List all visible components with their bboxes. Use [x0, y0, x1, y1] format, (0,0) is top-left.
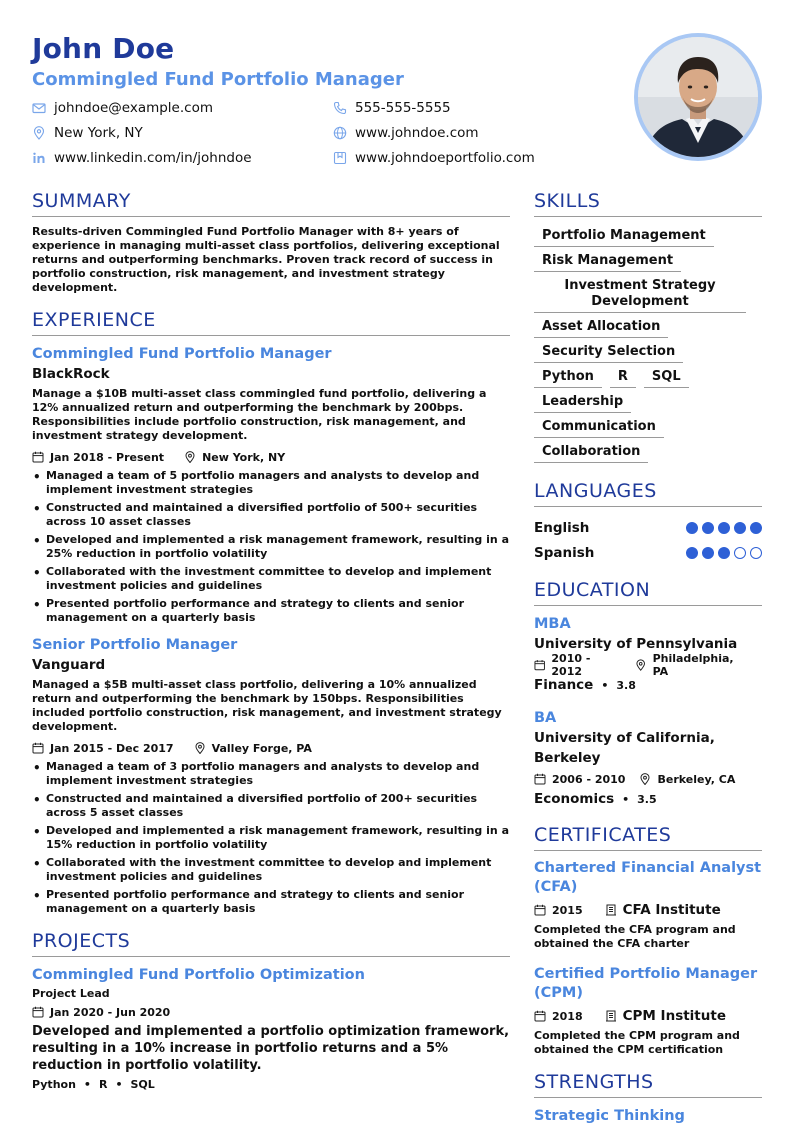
location-pin-icon — [639, 773, 651, 785]
education-item — [534, 708, 762, 810]
field-of-study: Economics — [534, 791, 615, 807]
avatar — [638, 37, 758, 157]
separator-dot: • — [115, 1078, 123, 1091]
skill-tag: Leadership — [534, 391, 631, 413]
skill-tag: Communication — [534, 416, 664, 438]
list-item: • Collaborated with the investment committee to develop and implement investment policies and guidelines — [32, 565, 510, 593]
tech-item: Python — [32, 1078, 76, 1091]
languages-section — [534, 480, 762, 565]
job-title: Commingled Fund Portfolio Manager — [32, 346, 332, 362]
education-field — [534, 789, 762, 810]
contact-email[interactable] — [32, 98, 213, 118]
list-item: • Developed and implemented a risk management framework, resulting in a 25% reduction in portfolio volatility — [32, 533, 510, 561]
job-title: Senior Portfolio Manager — [32, 637, 238, 653]
tech-item: R — [98, 1078, 108, 1091]
job-dates: Jan 2015 - Dec 2017 — [50, 741, 174, 755]
contact-portfolio[interactable] — [333, 148, 535, 168]
list-item: • Presented portfolio performance and strategy to clients and senior management on a quarterly basis — [32, 597, 510, 625]
level-dot — [718, 522, 730, 534]
certificate-meta — [534, 1007, 762, 1025]
company-name: Vanguard — [32, 657, 106, 673]
education-dates: 2006 - 2010 — [552, 772, 626, 786]
list-item: • Constructed and maintained a diversified portfolio of 500+ securities across 10 asset classes — [32, 501, 510, 529]
email-text: johndoe@example.com — [54, 100, 213, 116]
level-dot — [734, 522, 746, 534]
candidate-name: John Doe — [32, 32, 175, 65]
list-item: • Developed and implemented a risk management framework, resulting in a 15% reduction in portfolio volatility — [32, 824, 510, 852]
list-item: • Presented portfolio performance and strategy to clients and senior management on a quarterly basis — [32, 888, 510, 916]
project-title: Commingled Fund Portfolio Optimization — [32, 967, 365, 983]
summary-text: Results-driven Commingled Fund Portfolio Manager with 8+ years of experience in managing multi-asset class portfolios, delivering exceptional returns and outperforming benchmarks. Proven track record of success in portfolio construction, risk management, and investment strategy development. — [32, 225, 500, 294]
education-item — [534, 614, 762, 696]
skill-tag: Security Selection — [534, 341, 683, 363]
education-location: Philadelphia, PA — [652, 652, 734, 678]
calendar-icon — [32, 451, 44, 463]
job-description: Managed a $5B multi-asset class portfolio, delivering a 10% annualized return and outperforming the benchmark by 150bps. Responsibilities included portfolio construction, risk management, and investment strategy development. — [32, 678, 502, 733]
linkedin-text: www.linkedin.com/in/johndoe — [54, 150, 252, 166]
education-field — [534, 675, 762, 696]
project-description: Developed and implemented a portfolio optimization framework, resulting in a 10% increase in portfolio returns and a 5% reduction in portfolio volatility. — [32, 1024, 510, 1073]
profile-photo-frame — [634, 33, 762, 161]
degree: MBA — [534, 616, 571, 632]
skill-tag: Risk Management — [534, 250, 681, 272]
degree: BA — [534, 710, 557, 726]
job-dates: Jan 2018 - Present — [50, 450, 165, 464]
job-description: Manage a $10B multi-asset class commingled fund portfolio, delivering a 12% annualized return and outperforming the benchmark by 200bps. Responsibilities include portfolio construction, risk management, and investment strategy development. — [32, 387, 487, 442]
certificates-section — [534, 824, 762, 1057]
certificate-meta — [534, 901, 762, 919]
project-role: Project Lead — [32, 987, 110, 1000]
level-dot — [686, 547, 698, 559]
calendar-icon — [32, 742, 44, 754]
certificate-description: Completed the CFA program and obtained the CFA charter — [534, 923, 736, 950]
skill-tag: SQL — [644, 366, 689, 388]
contact-linkedin[interactable] — [32, 148, 252, 168]
location-pin-icon — [194, 742, 206, 754]
skill-tag: Asset Allocation — [534, 316, 668, 338]
calendar-icon — [534, 773, 546, 785]
list-item: • Collaborated with the investment committee to develop and implement investment policies and guidelines — [32, 856, 510, 884]
job-bullets — [32, 469, 510, 625]
certificate-description: Completed the CPM program and obtained the CPM certification — [534, 1029, 740, 1056]
skill-tag: Python — [534, 366, 602, 388]
level-dot — [702, 547, 714, 559]
contact-phone[interactable] — [333, 98, 451, 118]
right-column — [534, 190, 762, 1123]
skills-list — [534, 225, 762, 466]
skill-tag: Collaboration — [534, 441, 648, 463]
tech-item: SQL — [130, 1078, 155, 1091]
job-meta — [32, 449, 510, 465]
resume-header — [32, 30, 622, 178]
language-level-spanish — [682, 547, 762, 559]
certificate-item — [534, 859, 762, 951]
candidate-title: Commingled Fund Portfolio Manager — [32, 69, 404, 90]
strengths-section — [534, 1071, 762, 1123]
certificate-issuer: CFA Institute — [622, 902, 721, 918]
calendar-icon — [534, 1010, 546, 1022]
portfolio-text: www.johndoeportfolio.com — [355, 150, 535, 166]
language-level-english — [682, 522, 762, 534]
website-text: www.johndoe.com — [355, 125, 479, 141]
phone-text: 555-555-5555 — [355, 100, 451, 116]
institution-icon — [605, 1010, 617, 1022]
school: University of California, Berkeley — [534, 730, 715, 766]
contact-location — [32, 123, 143, 143]
language-name: Spanish — [534, 544, 595, 561]
education-meta — [534, 771, 762, 787]
level-dot — [750, 522, 762, 534]
institution-icon — [605, 904, 617, 916]
section-title-education: EDUCATION — [534, 579, 762, 606]
language-row — [534, 515, 762, 540]
contact-list — [32, 98, 622, 178]
project-meta — [32, 1004, 510, 1020]
contact-website[interactable] — [333, 123, 479, 143]
education-meta — [534, 652, 762, 678]
location-pin-icon — [184, 451, 196, 463]
strength-item: Strategic Thinking — [534, 1108, 685, 1123]
field-of-study: Finance — [534, 677, 594, 693]
school: University of Pennsylvania — [534, 636, 738, 652]
phone-icon — [333, 101, 347, 115]
certificate-title: Certified Portfolio Manager (CPM) — [534, 966, 758, 1001]
company-name: BlackRock — [32, 366, 110, 382]
location-pin-icon — [32, 126, 46, 140]
list-item: • Managed a team of 5 portfolio managers and analysts to develop and implement investment strategies — [32, 469, 510, 497]
globe-icon — [333, 126, 347, 140]
skill-tag: Investment Strategy Development — [534, 275, 746, 313]
separator-dot: • — [83, 1078, 91, 1091]
level-dot — [702, 522, 714, 534]
project-dates: Jan 2020 - Jun 2020 — [50, 1005, 171, 1019]
project-tech-list — [32, 1078, 510, 1091]
job-meta — [32, 740, 510, 756]
job-location: New York, NY — [202, 450, 286, 464]
experience-section — [32, 309, 510, 916]
section-title-strengths: STRENGTHS — [534, 1071, 762, 1098]
summary-section — [32, 190, 510, 295]
location-text: New York, NY — [54, 125, 143, 141]
certificate-year: 2018 — [552, 1009, 583, 1023]
section-title-languages: LANGUAGES — [534, 480, 762, 507]
skills-section — [534, 190, 762, 466]
list-item: • Managed a team of 3 portfolio managers and analysts to develop and implement investment strategies — [32, 760, 510, 788]
mail-icon — [32, 101, 46, 115]
gpa: 3.8 — [616, 679, 636, 692]
job-bullets — [32, 760, 510, 916]
list-item: • Constructed and maintained a diversified portfolio of 200+ securities across 5 asset classes — [32, 792, 510, 820]
job-location: Valley Forge, PA — [211, 741, 312, 755]
experience-item — [32, 344, 510, 625]
section-title-projects: PROJECTS — [32, 930, 510, 957]
skill-tag: R — [610, 366, 636, 388]
linkedin-icon — [32, 151, 46, 165]
experience-item — [32, 635, 510, 916]
education-location: Berkeley, CA — [657, 772, 736, 786]
gpa: 3.5 — [637, 793, 657, 806]
certificate-year: 2015 — [552, 903, 583, 917]
section-title-certificates: CERTIFICATES — [534, 824, 762, 851]
separator-dot: • — [622, 793, 630, 806]
level-dot — [750, 547, 762, 559]
profile-photo — [638, 37, 758, 157]
left-column — [32, 190, 510, 1105]
level-dot — [734, 547, 746, 559]
certificate-title: Chartered Financial Analyst (CFA) — [534, 860, 762, 895]
skill-tag: Portfolio Management — [534, 225, 714, 247]
calendar-icon — [534, 904, 546, 916]
level-dot — [718, 547, 730, 559]
education-dates: 2010 - 2012 — [551, 652, 591, 678]
certificate-issuer: CPM Institute — [622, 1008, 726, 1024]
section-title-summary: SUMMARY — [32, 190, 510, 217]
education-section — [534, 579, 762, 810]
calendar-icon — [32, 1006, 44, 1018]
certificate-item — [534, 965, 762, 1057]
calendar-icon — [534, 659, 545, 671]
section-title-experience: EXPERIENCE — [32, 309, 510, 336]
location-pin-icon — [635, 659, 646, 671]
section-title-skills: SKILLS — [534, 190, 762, 217]
separator-dot: • — [601, 679, 609, 692]
level-dot — [686, 522, 698, 534]
portfolio-icon — [333, 151, 347, 165]
language-row — [534, 540, 762, 565]
projects-section — [32, 930, 510, 1091]
language-name: English — [534, 519, 590, 536]
